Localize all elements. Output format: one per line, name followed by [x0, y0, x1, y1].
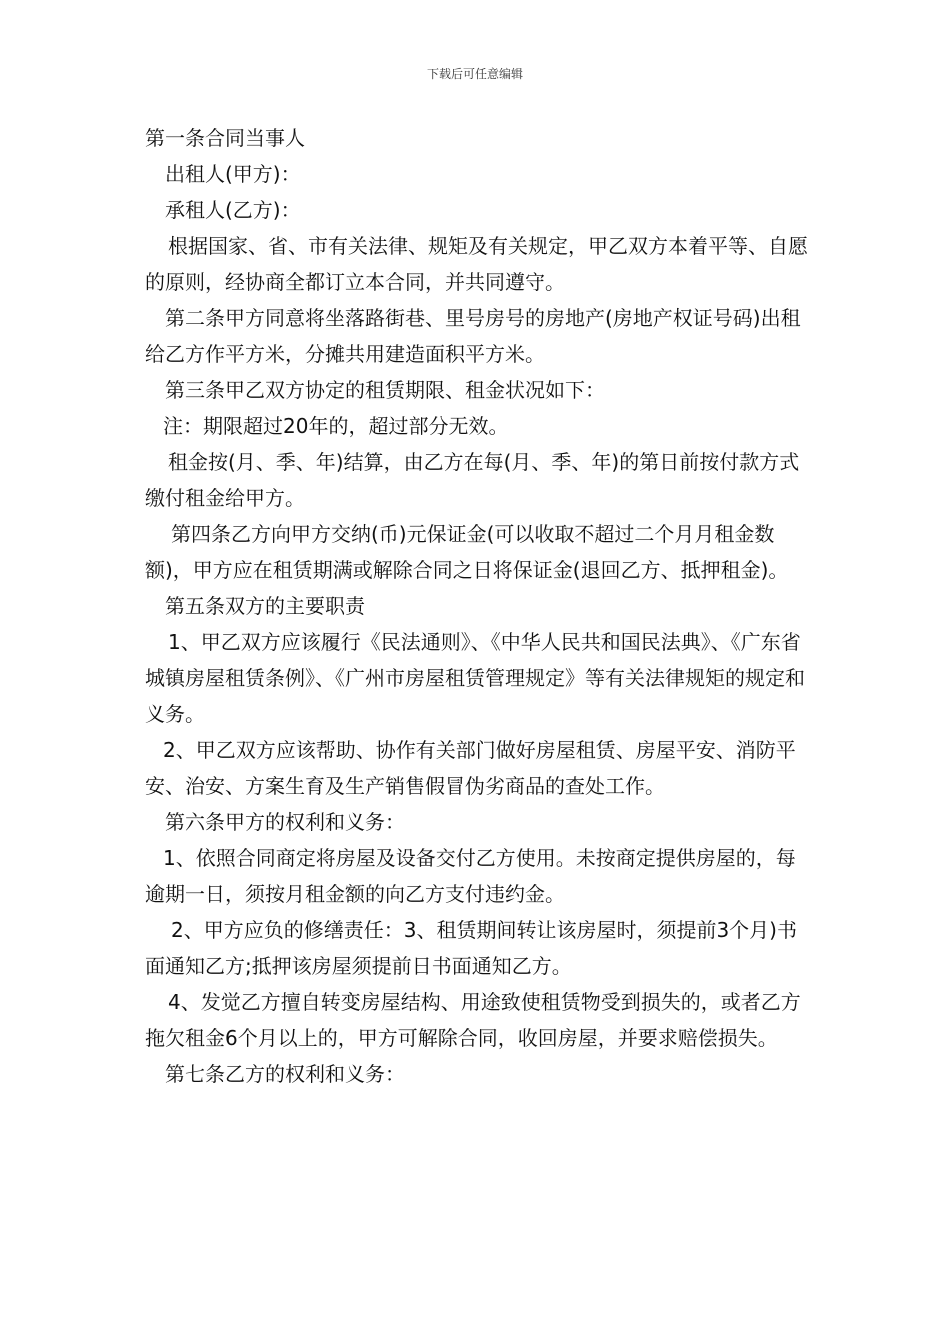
paragraph-rent-payment: 租金按(月、季、年)结算，由乙方在每(月、季、年)的第日前按付款方式缴付租金给甲方。 [145, 450, 800, 510]
paragraph-article-1-title: 第一条合同当事人 [145, 126, 305, 150]
paragraph-lessee: 承租人(乙方)： [165, 198, 301, 222]
paragraph-article-4: 第四条乙方向甲方交纳(币)元保证金(可以收取不超过二个月月租金数额)，甲方应在租赁期满或解除合同之日将保证金(退回乙方、抵押租金)。 [145, 522, 789, 582]
page-header: 下载后可任意编辑 [426, 67, 523, 81]
paragraph-article-6-title: 第六条甲方的权利和义务： [165, 810, 405, 834]
paragraph-article-2: 第二条甲方同意将坐落路街巷、里号房号的房地产(房地产权证号码)出租给乙方作平方米，分摊共用建造面积平方米。 [145, 306, 801, 366]
paragraph-article-5-title: 第五条双方的主要职责 [165, 594, 365, 618]
paragraph-article-3: 第三条甲乙双方协定的租赁期限、租金状况如下： [165, 378, 605, 402]
paragraph-article-5-item-1: 1、甲乙双方应该履行《民法通则》、《中华人民共和国民法典》、《广东省城镇房屋租赁条例》、《广州市房屋租赁管理规定》等有关法律规矩的规定和义务。 [145, 630, 805, 726]
document-body [145, 120, 815, 1092]
paragraph-note: 注：期限超过20年的，超过部分无效。 [163, 414, 509, 438]
paragraph-article-6-item-1: 1、依照合同商定将房屋及设备交付乙方使用。未按商定提供房屋的，每逾期一日，须按月租金额的向乙方支付违约金。 [145, 846, 796, 906]
paragraph-lessor: 出租人(甲方)： [165, 162, 301, 186]
paragraph-article-7-title: 第七条乙方的权利和义务： [165, 1062, 405, 1086]
paragraph-article-6-item-4: 4、发觉乙方擅自转变房屋结构、用途致使租赁物受到损失的，或者乙方拖欠租金6个月以上的，甲方可解除合同，收回房屋，并要求赔偿损失。 [145, 990, 801, 1050]
paragraph-article-5-item-2: 2、甲乙双方应该帮助、协作有关部门做好房屋租赁、房屋平安、消防平安、治安、方案生育及生产销售假冒伪劣商品的查处工作。 [145, 738, 796, 798]
paragraph-article-6-item-2-3: 2、甲方应负的修缮责任：3、租赁期间转让该房屋时，须提前3个月)书面通知乙方;抵押该房屋须提前日书面通知乙方。 [145, 918, 797, 978]
paragraph-basis: 根据国家、省、市有关法律、规矩及有关规定，甲乙双方本着平等、自愿的原则，经协商全都订立本合同，并共同遵守。 [145, 234, 808, 294]
